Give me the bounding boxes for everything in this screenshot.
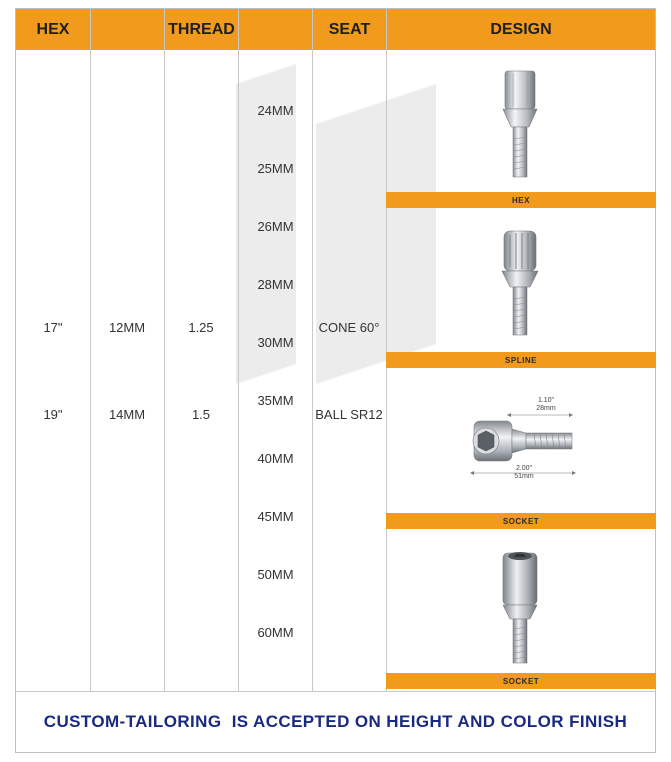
hex-bolt-icon [386,61,656,186]
thread-pitch: 1.25 [188,320,214,335]
length-value: 35MM [257,393,294,408]
dimension-label: 51mm [514,473,534,480]
divider [164,9,165,691]
dimension-label: 1.10" [537,397,555,404]
product-table [15,8,656,753]
hex-value: 17" [43,320,63,335]
seat-value: BALL SR12 [315,407,383,422]
dimension-label: 28mm [536,405,556,412]
design-label: SOCKET [386,513,656,529]
seat-value: CONE 60° [318,320,380,335]
length-value: 45MM [257,509,294,524]
length-value: 50MM [257,567,294,582]
length-value: 26MM [257,219,294,234]
length-value: 28MM [257,277,294,292]
footer-note: CUSTOM-TAILORING IS ACCEPTED ON HEIGHT AND COLOR FINISH [43,711,628,731]
length-value: 40MM [257,451,294,466]
header-thread: THREAD [91,9,312,50]
design-label: HEX [386,192,656,208]
socket-bolt-tall-icon [386,539,656,669]
length-value: 24MM [257,103,294,118]
header-hex: HEX [16,9,90,50]
length-value: 25MM [257,161,294,176]
length-value: 60MM [257,625,294,640]
thread-size: 14MM [108,407,146,422]
hex-value: 19" [43,407,63,422]
dimension-label: 2.00" [515,465,533,472]
socket-bolt-icon [386,377,656,507]
divider [90,9,91,691]
length-value: 30MM [257,335,294,350]
thread-size: 12MM [108,320,146,335]
design-label: SOCKET [386,673,656,689]
design-label: SPLINE [386,352,656,368]
spline-bolt-icon [386,221,656,346]
header-design: DESIGN [387,9,655,50]
thread-pitch: 1.5 [191,407,211,422]
header-seat: SEAT [313,9,386,50]
